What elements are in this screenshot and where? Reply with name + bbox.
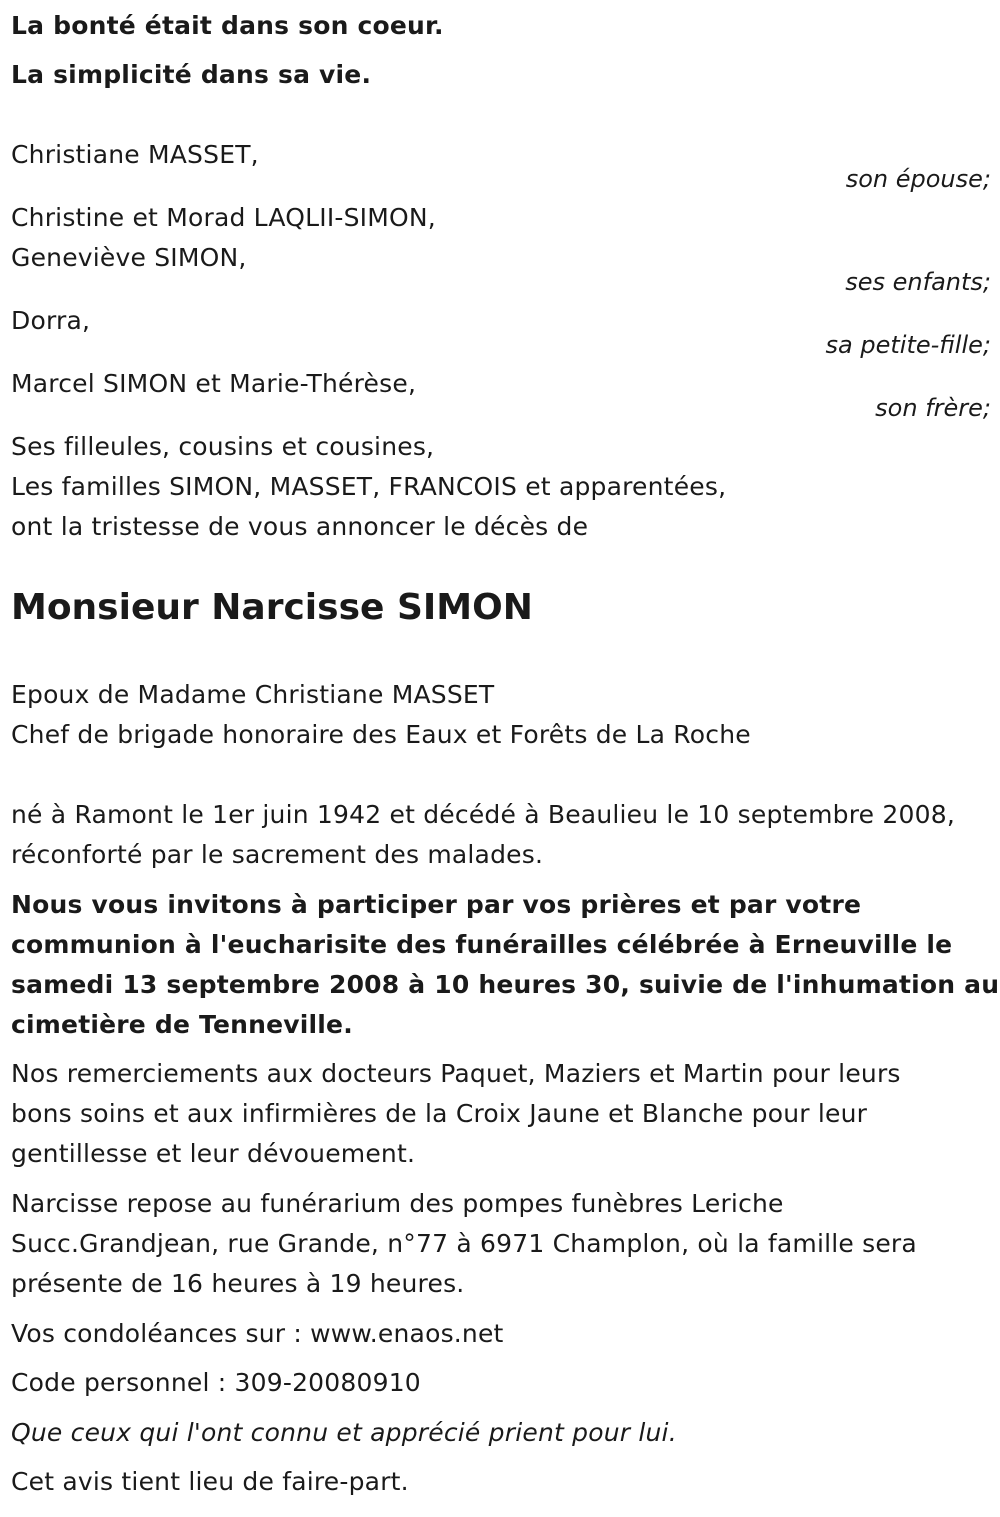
deceased-name: Monsieur Narcisse SIMON bbox=[11, 587, 533, 628]
invitation-line-3: samedi 13 septembre 2008 à 10 heures 30, suivie de l'inhumation au bbox=[11, 970, 1000, 999]
granddaughter-role: sa petite-fille; bbox=[825, 331, 991, 359]
repose-line-1: Narcisse repose au funérarium des pompes funèbres Leriche bbox=[11, 1189, 784, 1218]
repose-line-2: Succ.Grandjean, rue Grande, n°77 à 6971 Champlon, où la famille sera bbox=[11, 1229, 917, 1258]
invitation-line-2: communion à l'eucharisite des funérailles célébrée à Erneuville le bbox=[11, 930, 953, 959]
birth-death-line-1: né à Ramont le 1er juin 1942 et décédé à Beaulieu le 10 septembre 2008, bbox=[11, 800, 955, 829]
epitaph-line-2: La simplicité dans sa vie. bbox=[11, 60, 372, 89]
others-line-2: Les familles SIMON, MASSET, FRANCOIS et apparentées, bbox=[11, 472, 727, 501]
invitation-line-1: Nous vous invitons à participer par vos prières et par votre bbox=[11, 890, 862, 919]
deceased-spouse-line: Epoux de Madame Christiane MASSET bbox=[11, 680, 495, 709]
announce-line: ont la tristesse de vous annoncer le décès de bbox=[11, 512, 589, 541]
child-2-name: Geneviève SIMON, bbox=[11, 243, 247, 272]
brother-role: son frère; bbox=[875, 394, 991, 422]
thanks-line-1: Nos remerciements aux docteurs Paquet, Maziers et Martin pour leurs bbox=[11, 1059, 901, 1088]
notice-line: Cet avis tient lieu de faire-part. bbox=[11, 1467, 409, 1496]
children-role: ses enfants; bbox=[845, 268, 991, 296]
epitaph-line-1: La bonté était dans son coeur. bbox=[11, 11, 444, 40]
thanks-line-3: gentillesse et leur dévouement. bbox=[11, 1139, 416, 1168]
birth-death-line-2: réconforté par le sacrement des malades. bbox=[11, 840, 544, 869]
condolences-line: Vos condoléances sur : www.enaos.net bbox=[11, 1319, 504, 1348]
spouse-role: son épouse; bbox=[845, 165, 991, 193]
others-line-1: Ses filleules, cousins et cousines, bbox=[11, 432, 435, 461]
deceased-title-line: Chef de brigade honoraire des Eaux et Forêts de La Roche bbox=[11, 720, 751, 749]
child-1-name: Christine et Morad LAQLII-SIMON, bbox=[11, 203, 436, 232]
personal-code-line: Code personnel : 309-20080910 bbox=[11, 1368, 421, 1397]
invitation-line-4: cimetière de Tenneville. bbox=[11, 1010, 353, 1039]
spouse-name: Christiane MASSET, bbox=[11, 140, 259, 169]
brother-name: Marcel SIMON et Marie-Thérèse, bbox=[11, 369, 417, 398]
prayer-line: Que ceux qui l'ont connu et apprécié prient pour lui. bbox=[11, 1418, 677, 1447]
thanks-line-2: bons soins et aux infirmières de la Croix Jaune et Blanche pour leur bbox=[11, 1099, 868, 1128]
repose-line-3: présente de 16 heures à 19 heures. bbox=[11, 1269, 465, 1298]
granddaughter-name: Dorra, bbox=[11, 306, 91, 335]
